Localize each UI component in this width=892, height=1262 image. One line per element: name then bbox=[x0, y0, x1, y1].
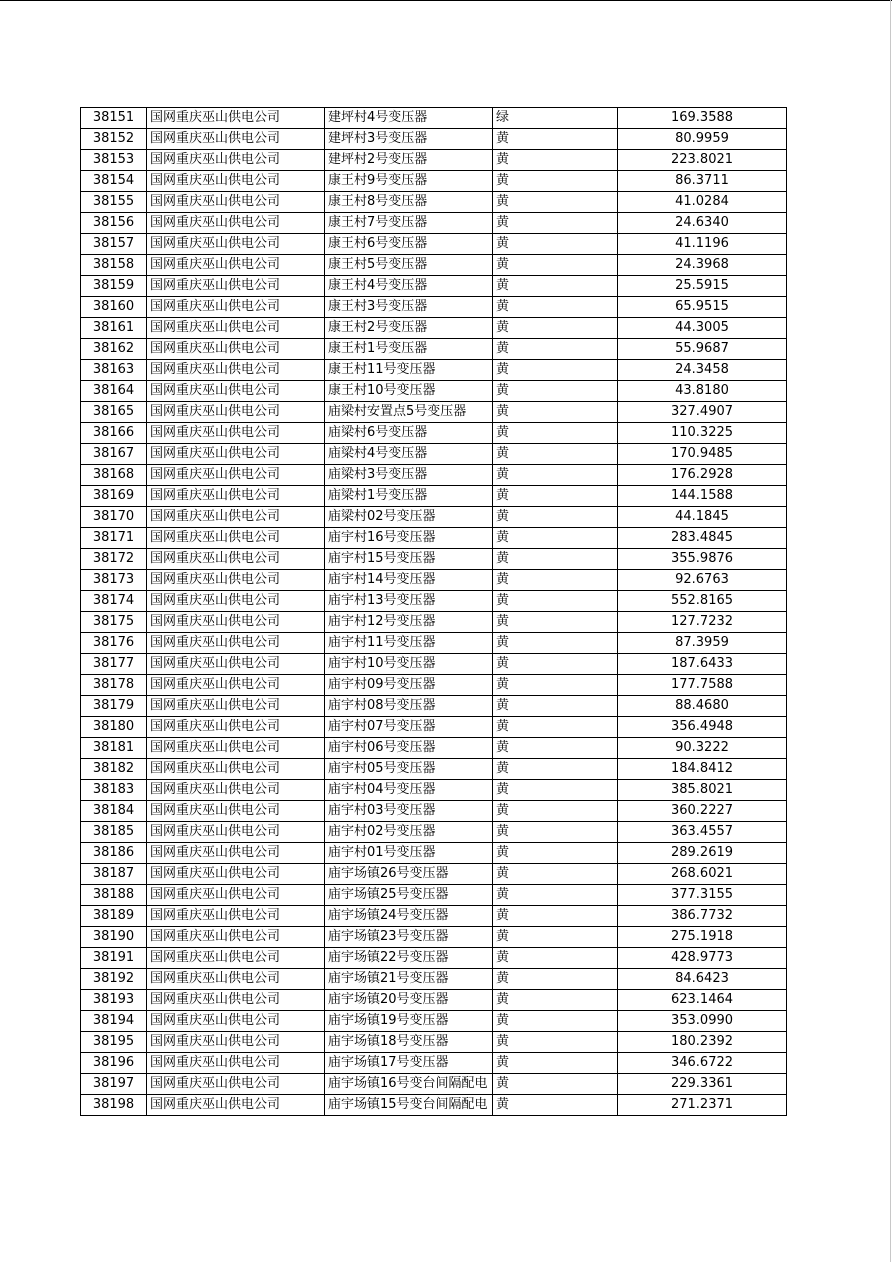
status-cell: 黄 bbox=[493, 318, 618, 339]
table-row bbox=[81, 759, 787, 780]
table-row bbox=[81, 654, 787, 675]
status-cell: 黄 bbox=[493, 612, 618, 633]
company-cell: 国网重庆巫山供电公司 bbox=[147, 381, 325, 402]
table-row bbox=[81, 192, 787, 213]
status-cell: 黄 bbox=[493, 822, 618, 843]
status-cell: 黄 bbox=[493, 801, 618, 822]
value-cell: 184.8412 bbox=[618, 759, 787, 780]
company-cell: 国网重庆巫山供电公司 bbox=[147, 654, 325, 675]
value-cell: 385.8021 bbox=[618, 780, 787, 801]
table-row bbox=[81, 885, 787, 906]
table-row bbox=[81, 990, 787, 1011]
value-cell: 55.9687 bbox=[618, 339, 787, 360]
row-id-cell: 38151 bbox=[81, 108, 147, 129]
transformer-name-cell: 建坪村2号变压器 bbox=[325, 150, 493, 171]
value-cell: 86.3711 bbox=[618, 171, 787, 192]
status-cell: 黄 bbox=[493, 927, 618, 948]
value-cell: 144.1588 bbox=[618, 486, 787, 507]
company-cell: 国网重庆巫山供电公司 bbox=[147, 969, 325, 990]
status-cell: 黄 bbox=[493, 1011, 618, 1032]
table-row bbox=[81, 339, 787, 360]
table-row bbox=[81, 780, 787, 801]
transformer-name-cell: 庙梁村1号变压器 bbox=[325, 486, 493, 507]
status-cell: 黄 bbox=[493, 402, 618, 423]
transformer-name-cell: 庙宇村13号变压器 bbox=[325, 591, 493, 612]
row-id-cell: 38177 bbox=[81, 654, 147, 675]
transformer-name-cell: 庙宇村12号变压器 bbox=[325, 612, 493, 633]
table-row bbox=[81, 612, 787, 633]
table-row bbox=[81, 360, 787, 381]
transformer-name-cell: 庙宇村02号变压器 bbox=[325, 822, 493, 843]
value-cell: 289.2619 bbox=[618, 843, 787, 864]
value-cell: 386.7732 bbox=[618, 906, 787, 927]
company-cell: 国网重庆巫山供电公司 bbox=[147, 129, 325, 150]
status-cell: 黄 bbox=[493, 759, 618, 780]
company-cell: 国网重庆巫山供电公司 bbox=[147, 759, 325, 780]
status-cell: 黄 bbox=[493, 549, 618, 570]
row-id-cell: 38188 bbox=[81, 885, 147, 906]
table-row bbox=[81, 402, 787, 423]
company-cell: 国网重庆巫山供电公司 bbox=[147, 297, 325, 318]
status-cell: 黄 bbox=[493, 423, 618, 444]
company-cell: 国网重庆巫山供电公司 bbox=[147, 717, 325, 738]
company-cell: 国网重庆巫山供电公司 bbox=[147, 801, 325, 822]
value-cell: 44.3005 bbox=[618, 318, 787, 339]
row-id-cell: 38196 bbox=[81, 1053, 147, 1074]
value-cell: 356.4948 bbox=[618, 717, 787, 738]
company-cell: 国网重庆巫山供电公司 bbox=[147, 675, 325, 696]
row-id-cell: 38189 bbox=[81, 906, 147, 927]
company-cell: 国网重庆巫山供电公司 bbox=[147, 192, 325, 213]
company-cell: 国网重庆巫山供电公司 bbox=[147, 108, 325, 129]
status-cell: 黄 bbox=[493, 969, 618, 990]
transformer-name-cell: 庙宇场镇20号变压器 bbox=[325, 990, 493, 1011]
row-id-cell: 38197 bbox=[81, 1074, 147, 1095]
transformer-name-cell: 庙宇村09号变压器 bbox=[325, 675, 493, 696]
status-cell: 黄 bbox=[493, 192, 618, 213]
row-id-cell: 38158 bbox=[81, 255, 147, 276]
table-row bbox=[81, 1074, 787, 1095]
company-cell: 国网重庆巫山供电公司 bbox=[147, 1032, 325, 1053]
table-row bbox=[81, 675, 787, 696]
transformer-name-cell: 庙宇村03号变压器 bbox=[325, 801, 493, 822]
value-cell: 41.0284 bbox=[618, 192, 787, 213]
value-cell: 24.3968 bbox=[618, 255, 787, 276]
company-cell: 国网重庆巫山供电公司 bbox=[147, 780, 325, 801]
value-cell: 110.3225 bbox=[618, 423, 787, 444]
value-cell: 127.7232 bbox=[618, 612, 787, 633]
transformer-name-cell: 庙宇场镇22号变压器 bbox=[325, 948, 493, 969]
transformer-name-cell: 庙宇村10号变压器 bbox=[325, 654, 493, 675]
row-id-cell: 38186 bbox=[81, 843, 147, 864]
row-id-cell: 38152 bbox=[81, 129, 147, 150]
value-cell: 44.1845 bbox=[618, 507, 787, 528]
company-cell: 国网重庆巫山供电公司 bbox=[147, 339, 325, 360]
status-cell: 黄 bbox=[493, 360, 618, 381]
table-row bbox=[81, 1053, 787, 1074]
table-row bbox=[81, 864, 787, 885]
status-cell: 黄 bbox=[493, 1074, 618, 1095]
status-cell: 黄 bbox=[493, 780, 618, 801]
transformer-name-cell: 庙梁村安置点5号变压器 bbox=[325, 402, 493, 423]
transformer-name-cell: 庙梁村02号变压器 bbox=[325, 507, 493, 528]
company-cell: 国网重庆巫山供电公司 bbox=[147, 444, 325, 465]
company-cell: 国网重庆巫山供电公司 bbox=[147, 528, 325, 549]
transformer-name-cell: 庙宇场镇26号变压器 bbox=[325, 864, 493, 885]
table-row bbox=[81, 801, 787, 822]
transformer-name-cell: 康王村7号变压器 bbox=[325, 213, 493, 234]
status-cell: 黄 bbox=[493, 255, 618, 276]
status-cell: 黄 bbox=[493, 591, 618, 612]
value-cell: 87.3959 bbox=[618, 633, 787, 654]
row-id-cell: 38179 bbox=[81, 696, 147, 717]
row-id-cell: 38153 bbox=[81, 150, 147, 171]
table-row bbox=[81, 570, 787, 591]
company-cell: 国网重庆巫山供电公司 bbox=[147, 150, 325, 171]
row-id-cell: 38160 bbox=[81, 297, 147, 318]
company-cell: 国网重庆巫山供电公司 bbox=[147, 864, 325, 885]
value-cell: 552.8165 bbox=[618, 591, 787, 612]
company-cell: 国网重庆巫山供电公司 bbox=[147, 255, 325, 276]
company-cell: 国网重庆巫山供电公司 bbox=[147, 1053, 325, 1074]
table-row bbox=[81, 423, 787, 444]
row-id-cell: 38155 bbox=[81, 192, 147, 213]
company-cell: 国网重庆巫山供电公司 bbox=[147, 234, 325, 255]
row-id-cell: 38163 bbox=[81, 360, 147, 381]
row-id-cell: 38176 bbox=[81, 633, 147, 654]
table-body bbox=[81, 108, 787, 1116]
company-cell: 国网重庆巫山供电公司 bbox=[147, 906, 325, 927]
row-id-cell: 38194 bbox=[81, 1011, 147, 1032]
table-row bbox=[81, 255, 787, 276]
table-row bbox=[81, 276, 787, 297]
value-cell: 170.9485 bbox=[618, 444, 787, 465]
company-cell: 国网重庆巫山供电公司 bbox=[147, 171, 325, 192]
status-cell: 黄 bbox=[493, 696, 618, 717]
row-id-cell: 38185 bbox=[81, 822, 147, 843]
status-cell: 黄 bbox=[493, 738, 618, 759]
transformer-name-cell: 庙宇村08号变压器 bbox=[325, 696, 493, 717]
table-row bbox=[81, 948, 787, 969]
transformer-name-cell: 庙宇村07号变压器 bbox=[325, 717, 493, 738]
value-cell: 275.1918 bbox=[618, 927, 787, 948]
transformer-name-cell: 庙宇场镇16号变台间隔配电 bbox=[325, 1074, 493, 1095]
transformer-name-cell: 庙宇场镇17号变压器 bbox=[325, 1053, 493, 1074]
row-id-cell: 38171 bbox=[81, 528, 147, 549]
status-cell: 黄 bbox=[493, 654, 618, 675]
value-cell: 428.9773 bbox=[618, 948, 787, 969]
row-id-cell: 38187 bbox=[81, 864, 147, 885]
table-row bbox=[81, 969, 787, 990]
row-id-cell: 38165 bbox=[81, 402, 147, 423]
row-id-cell: 38167 bbox=[81, 444, 147, 465]
table-row bbox=[81, 717, 787, 738]
status-cell: 黄 bbox=[493, 171, 618, 192]
transformer-name-cell: 庙宇村16号变压器 bbox=[325, 528, 493, 549]
transformer-name-cell: 庙宇村11号变压器 bbox=[325, 633, 493, 654]
row-id-cell: 38181 bbox=[81, 738, 147, 759]
status-cell: 黄 bbox=[493, 339, 618, 360]
status-cell: 黄 bbox=[493, 990, 618, 1011]
company-cell: 国网重庆巫山供电公司 bbox=[147, 843, 325, 864]
value-cell: 363.4557 bbox=[618, 822, 787, 843]
company-cell: 国网重庆巫山供电公司 bbox=[147, 885, 325, 906]
table-row bbox=[81, 486, 787, 507]
company-cell: 国网重庆巫山供电公司 bbox=[147, 570, 325, 591]
table-row bbox=[81, 318, 787, 339]
table-row bbox=[81, 129, 787, 150]
table-row bbox=[81, 633, 787, 654]
value-cell: 177.7588 bbox=[618, 675, 787, 696]
row-id-cell: 38184 bbox=[81, 801, 147, 822]
value-cell: 377.3155 bbox=[618, 885, 787, 906]
row-id-cell: 38170 bbox=[81, 507, 147, 528]
value-cell: 327.4907 bbox=[618, 402, 787, 423]
value-cell: 283.4845 bbox=[618, 528, 787, 549]
status-cell: 黄 bbox=[493, 906, 618, 927]
company-cell: 国网重庆巫山供电公司 bbox=[147, 990, 325, 1011]
transformer-name-cell: 建坪村4号变压器 bbox=[325, 108, 493, 129]
row-id-cell: 38172 bbox=[81, 549, 147, 570]
page-right-edge bbox=[890, 0, 891, 1262]
row-id-cell: 38192 bbox=[81, 969, 147, 990]
row-id-cell: 38154 bbox=[81, 171, 147, 192]
value-cell: 268.6021 bbox=[618, 864, 787, 885]
transformer-name-cell: 庙梁村3号变压器 bbox=[325, 465, 493, 486]
table-row bbox=[81, 906, 787, 927]
transformer-name-cell: 庙梁村4号变压器 bbox=[325, 444, 493, 465]
table-row bbox=[81, 213, 787, 234]
status-cell: 黄 bbox=[493, 633, 618, 654]
status-cell: 黄 bbox=[493, 444, 618, 465]
transformer-name-cell: 庙梁村6号变压器 bbox=[325, 423, 493, 444]
table-row bbox=[81, 465, 787, 486]
company-cell: 国网重庆巫山供电公司 bbox=[147, 633, 325, 654]
table-row bbox=[81, 444, 787, 465]
company-cell: 国网重庆巫山供电公司 bbox=[147, 738, 325, 759]
status-cell: 黄 bbox=[493, 1095, 618, 1116]
transformer-name-cell: 庙宇村15号变压器 bbox=[325, 549, 493, 570]
status-cell: 黄 bbox=[493, 150, 618, 171]
transformer-name-cell: 康王村3号变压器 bbox=[325, 297, 493, 318]
value-cell: 92.6763 bbox=[618, 570, 787, 591]
transformer-name-cell: 庙宇场镇18号变压器 bbox=[325, 1032, 493, 1053]
company-cell: 国网重庆巫山供电公司 bbox=[147, 1011, 325, 1032]
transformer-name-cell: 庙宇村06号变压器 bbox=[325, 738, 493, 759]
value-cell: 24.3458 bbox=[618, 360, 787, 381]
company-cell: 国网重庆巫山供电公司 bbox=[147, 360, 325, 381]
table-row bbox=[81, 528, 787, 549]
status-cell: 黄 bbox=[493, 717, 618, 738]
table-row bbox=[81, 591, 787, 612]
transformer-name-cell: 庙宇村04号变压器 bbox=[325, 780, 493, 801]
status-cell: 黄 bbox=[493, 276, 618, 297]
value-cell: 353.0990 bbox=[618, 1011, 787, 1032]
company-cell: 国网重庆巫山供电公司 bbox=[147, 486, 325, 507]
status-cell: 黄 bbox=[493, 465, 618, 486]
value-cell: 169.3588 bbox=[618, 108, 787, 129]
row-id-cell: 38195 bbox=[81, 1032, 147, 1053]
table-row bbox=[81, 150, 787, 171]
value-cell: 84.6423 bbox=[618, 969, 787, 990]
row-id-cell: 38175 bbox=[81, 612, 147, 633]
status-cell: 黄 bbox=[493, 528, 618, 549]
company-cell: 国网重庆巫山供电公司 bbox=[147, 465, 325, 486]
transformer-name-cell: 建坪村3号变压器 bbox=[325, 129, 493, 150]
transformer-name-cell: 庙宇场镇25号变压器 bbox=[325, 885, 493, 906]
status-cell: 绿 bbox=[493, 108, 618, 129]
row-id-cell: 38157 bbox=[81, 234, 147, 255]
company-cell: 国网重庆巫山供电公司 bbox=[147, 591, 325, 612]
company-cell: 国网重庆巫山供电公司 bbox=[147, 1074, 325, 1095]
row-id-cell: 38161 bbox=[81, 318, 147, 339]
value-cell: 180.2392 bbox=[618, 1032, 787, 1053]
company-cell: 国网重庆巫山供电公司 bbox=[147, 402, 325, 423]
table-row bbox=[81, 822, 787, 843]
company-cell: 国网重庆巫山供电公司 bbox=[147, 1095, 325, 1116]
transformer-name-cell: 庙宇场镇15号变台间隔配电 bbox=[325, 1095, 493, 1116]
table-row bbox=[81, 108, 787, 129]
table-row bbox=[81, 927, 787, 948]
value-cell: 271.2371 bbox=[618, 1095, 787, 1116]
company-cell: 国网重庆巫山供电公司 bbox=[147, 423, 325, 444]
status-cell: 黄 bbox=[493, 486, 618, 507]
company-cell: 国网重庆巫山供电公司 bbox=[147, 927, 325, 948]
value-cell: 355.9876 bbox=[618, 549, 787, 570]
table-row bbox=[81, 696, 787, 717]
status-cell: 黄 bbox=[493, 843, 618, 864]
status-cell: 黄 bbox=[493, 885, 618, 906]
status-cell: 黄 bbox=[493, 570, 618, 591]
company-cell: 国网重庆巫山供电公司 bbox=[147, 318, 325, 339]
transformer-name-cell: 庙宇村05号变压器 bbox=[325, 759, 493, 780]
table-row bbox=[81, 1032, 787, 1053]
transformer-name-cell: 康王村11号变压器 bbox=[325, 360, 493, 381]
row-id-cell: 38193 bbox=[81, 990, 147, 1011]
row-id-cell: 38168 bbox=[81, 465, 147, 486]
company-cell: 国网重庆巫山供电公司 bbox=[147, 213, 325, 234]
status-cell: 黄 bbox=[493, 1032, 618, 1053]
value-cell: 176.2928 bbox=[618, 465, 787, 486]
row-id-cell: 38156 bbox=[81, 213, 147, 234]
transformer-name-cell: 庙宇场镇19号变压器 bbox=[325, 1011, 493, 1032]
transformer-name-cell: 康王村1号变压器 bbox=[325, 339, 493, 360]
table-row bbox=[81, 1095, 787, 1116]
transformer-name-cell: 康王村8号变压器 bbox=[325, 192, 493, 213]
company-cell: 国网重庆巫山供电公司 bbox=[147, 948, 325, 969]
table-row bbox=[81, 381, 787, 402]
company-cell: 国网重庆巫山供电公司 bbox=[147, 822, 325, 843]
table-row bbox=[81, 843, 787, 864]
transformer-name-cell: 康王村2号变压器 bbox=[325, 318, 493, 339]
status-cell: 黄 bbox=[493, 129, 618, 150]
value-cell: 229.3361 bbox=[618, 1074, 787, 1095]
transformer-name-cell: 庙宇场镇24号变压器 bbox=[325, 906, 493, 927]
table-row bbox=[81, 234, 787, 255]
row-id-cell: 38198 bbox=[81, 1095, 147, 1116]
table-row bbox=[81, 297, 787, 318]
row-id-cell: 38162 bbox=[81, 339, 147, 360]
transformer-name-cell: 康王村6号变压器 bbox=[325, 234, 493, 255]
table-row bbox=[81, 738, 787, 759]
row-id-cell: 38178 bbox=[81, 675, 147, 696]
status-cell: 黄 bbox=[493, 1053, 618, 1074]
row-id-cell: 38180 bbox=[81, 717, 147, 738]
status-cell: 黄 bbox=[493, 948, 618, 969]
company-cell: 国网重庆巫山供电公司 bbox=[147, 507, 325, 528]
row-id-cell: 38166 bbox=[81, 423, 147, 444]
row-id-cell: 38173 bbox=[81, 570, 147, 591]
value-cell: 346.6722 bbox=[618, 1053, 787, 1074]
status-cell: 黄 bbox=[493, 213, 618, 234]
transformer-table bbox=[80, 107, 787, 1116]
row-id-cell: 38164 bbox=[81, 381, 147, 402]
transformer-name-cell: 庙宇村01号变压器 bbox=[325, 843, 493, 864]
value-cell: 41.1196 bbox=[618, 234, 787, 255]
table-row bbox=[81, 1011, 787, 1032]
transformer-name-cell: 康王村5号变压器 bbox=[325, 255, 493, 276]
company-cell: 国网重庆巫山供电公司 bbox=[147, 612, 325, 633]
row-id-cell: 38183 bbox=[81, 780, 147, 801]
value-cell: 90.3222 bbox=[618, 738, 787, 759]
value-cell: 223.8021 bbox=[618, 150, 787, 171]
value-cell: 43.8180 bbox=[618, 381, 787, 402]
status-cell: 黄 bbox=[493, 297, 618, 318]
company-cell: 国网重庆巫山供电公司 bbox=[147, 276, 325, 297]
row-id-cell: 38169 bbox=[81, 486, 147, 507]
transformer-name-cell: 庙宇村14号变压器 bbox=[325, 570, 493, 591]
transformer-name-cell: 康王村10号变压器 bbox=[325, 381, 493, 402]
row-id-cell: 38174 bbox=[81, 591, 147, 612]
value-cell: 88.4680 bbox=[618, 696, 787, 717]
value-cell: 623.1464 bbox=[618, 990, 787, 1011]
row-id-cell: 38182 bbox=[81, 759, 147, 780]
value-cell: 25.5915 bbox=[618, 276, 787, 297]
value-cell: 65.9515 bbox=[618, 297, 787, 318]
value-cell: 360.2227 bbox=[618, 801, 787, 822]
table-row bbox=[81, 507, 787, 528]
company-cell: 国网重庆巫山供电公司 bbox=[147, 696, 325, 717]
transformer-name-cell: 康王村4号变压器 bbox=[325, 276, 493, 297]
row-id-cell: 38190 bbox=[81, 927, 147, 948]
row-id-cell: 38191 bbox=[81, 948, 147, 969]
table-row bbox=[81, 549, 787, 570]
value-cell: 24.6340 bbox=[618, 213, 787, 234]
status-cell: 黄 bbox=[493, 675, 618, 696]
status-cell: 黄 bbox=[493, 864, 618, 885]
company-cell: 国网重庆巫山供电公司 bbox=[147, 549, 325, 570]
value-cell: 80.9959 bbox=[618, 129, 787, 150]
status-cell: 黄 bbox=[493, 507, 618, 528]
page-top-border bbox=[0, 0, 892, 1]
status-cell: 黄 bbox=[493, 381, 618, 402]
value-cell: 187.6433 bbox=[618, 654, 787, 675]
transformer-name-cell: 庙宇场镇23号变压器 bbox=[325, 927, 493, 948]
transformer-name-cell: 康王村9号变压器 bbox=[325, 171, 493, 192]
status-cell: 黄 bbox=[493, 234, 618, 255]
transformer-name-cell: 庙宇场镇21号变压器 bbox=[325, 969, 493, 990]
row-id-cell: 38159 bbox=[81, 276, 147, 297]
table-row bbox=[81, 171, 787, 192]
